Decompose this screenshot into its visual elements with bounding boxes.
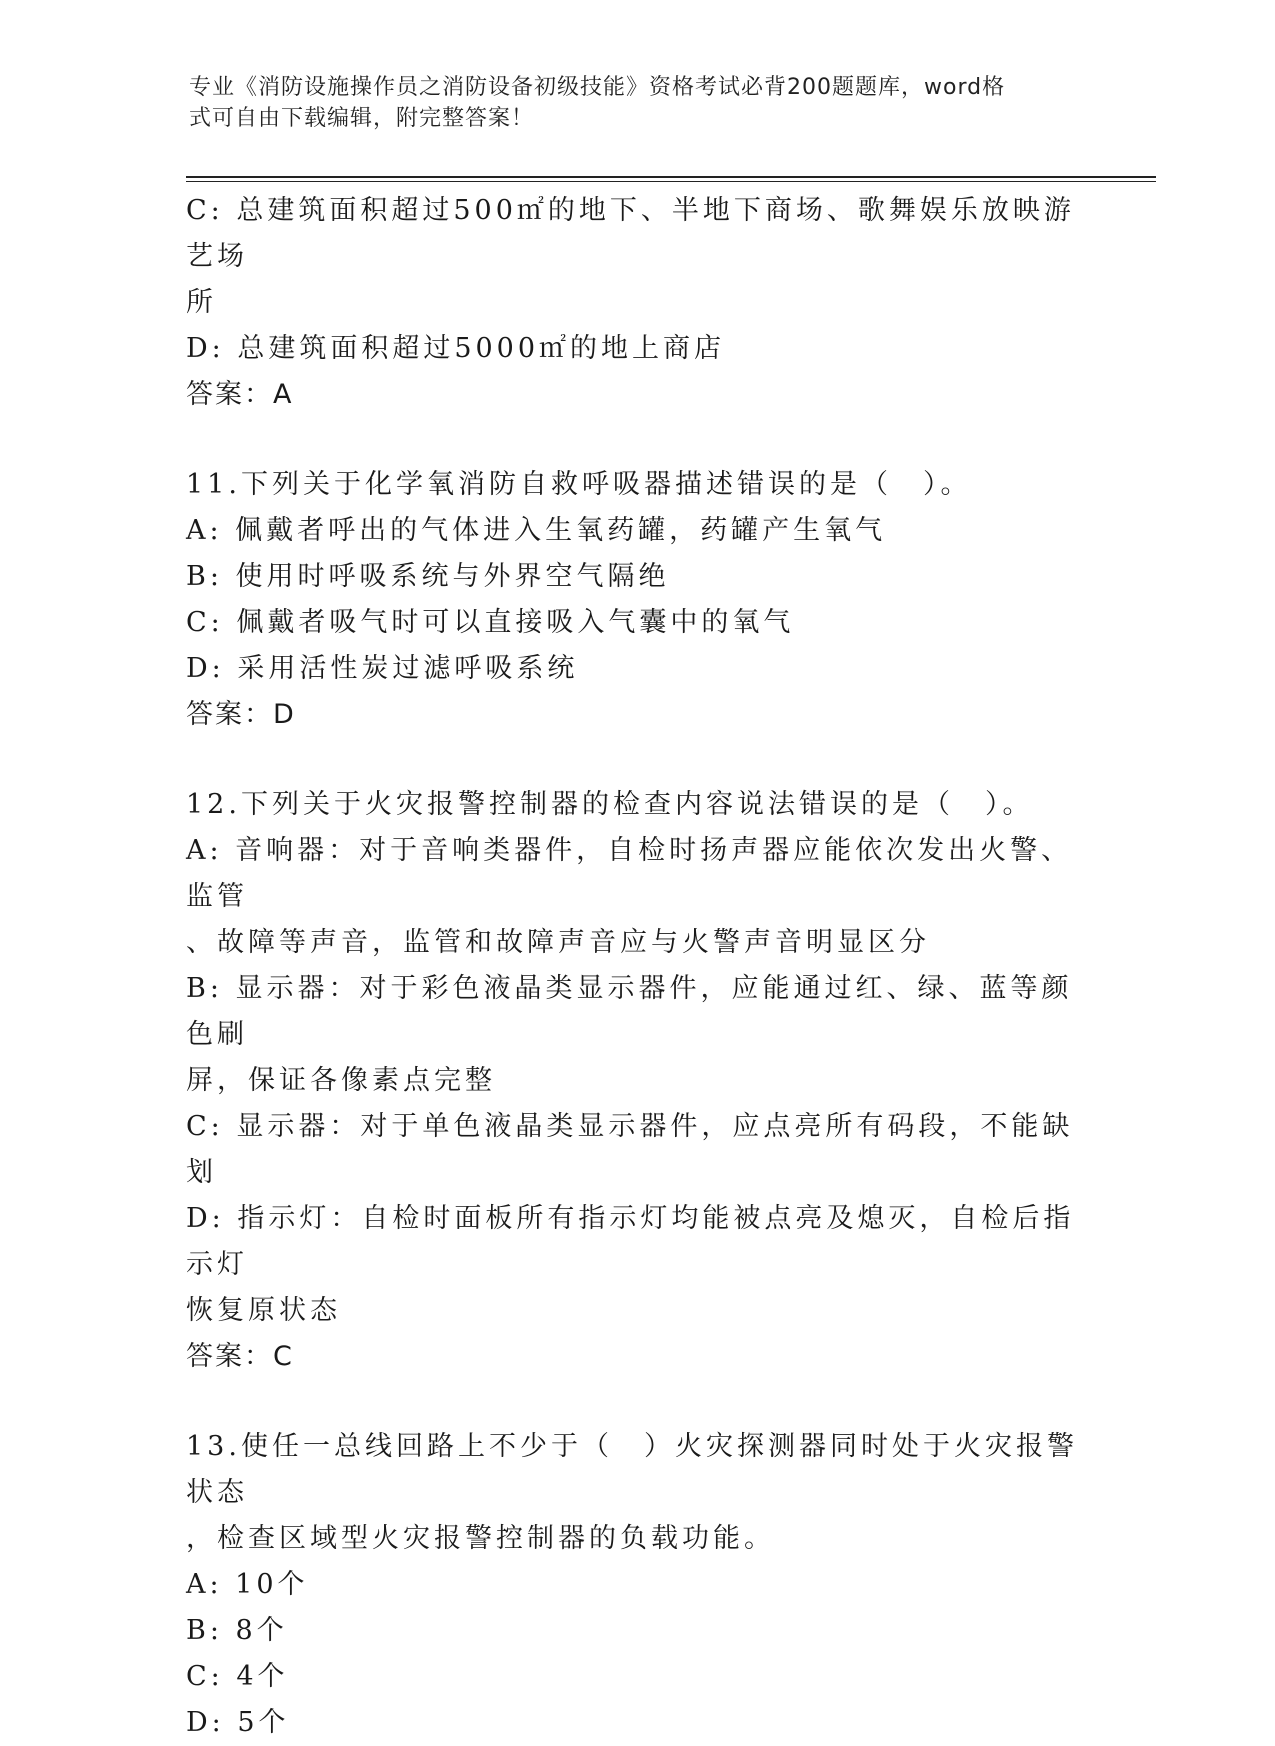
- question-12: [186, 782, 1086, 1380]
- question-13: [186, 1424, 1086, 1746]
- answer: 答案：D: [186, 699, 296, 730]
- page-header: [189, 72, 1069, 134]
- spacer: [186, 738, 1086, 782]
- prev-question: [186, 188, 1086, 418]
- option-b: B: 8个: [186, 1615, 288, 1646]
- option-b-continued: 屏，保证各像素点完整: [186, 1065, 496, 1096]
- option-a: A: 佩戴者呼出的气体进入生氧药罐，药罐产生氧气: [186, 515, 887, 546]
- option-a-continued: 、故障等声音，监管和故障声音应与火警声音明显区分: [186, 927, 930, 958]
- question-text: 12.下列关于火灾报警控制器的检查内容说法错误的是（ ）。: [186, 789, 1034, 820]
- header-line-2: 式可自由下载编辑，附完整答案！: [189, 106, 535, 131]
- option-c: C: 佩戴者吸气时可以直接吸入气囊中的氧气: [186, 607, 795, 638]
- header-divider: [186, 176, 1156, 178]
- option-d: D: 指示灯：自检时面板所有指示灯均能被点亮及熄灭，自检后指示灯: [186, 1203, 1075, 1280]
- answer: 答案：A: [186, 379, 294, 410]
- option-c: C: 4个: [186, 1661, 289, 1692]
- question-list: [186, 188, 1086, 1746]
- header-line-1: 专业《消防设施操作员之消防设备初级技能》资格考试必背200题题库，word格: [189, 75, 1006, 100]
- option-c-continued: 所: [186, 287, 217, 318]
- spacer: [186, 1380, 1086, 1424]
- option-d-continued: 恢复原状态: [186, 1295, 341, 1326]
- option-c: C: 显示器：对于单色液晶类显示器件，应点亮所有码段，不能缺划: [186, 1111, 1074, 1188]
- spacer: [186, 418, 1086, 462]
- option-b: B: 使用时呼吸系统与外界空气隔绝: [186, 561, 670, 592]
- option-a: A: 音响器：对于音响类器件，自检时扬声器应能依次发出火警、监管: [186, 835, 1073, 912]
- option-a: A: 10个: [186, 1569, 309, 1600]
- option-c: C: 总建筑面积超过500㎡的地下、半地下商场、歌舞娱乐放映游艺场: [186, 195, 1075, 272]
- question-11: [186, 462, 1086, 738]
- option-b: B: 显示器：对于彩色液晶类显示器件，应能通过红、绿、蓝等颜色刷: [186, 973, 1073, 1050]
- option-d: D: 采用活性炭过滤呼吸系统: [186, 653, 579, 684]
- question-text: 11.下列关于化学氧消防自救呼吸器描述错误的是（ ）。: [186, 469, 972, 500]
- answer: 答案：C: [186, 1341, 294, 1372]
- question-text: 13.使任一总线回路上不少于（ ）火灾探测器同时处于火灾报警状态: [186, 1431, 1078, 1508]
- header-divider-thin: [186, 181, 1156, 182]
- option-d: D: 5个: [186, 1707, 290, 1738]
- option-d: D: 总建筑面积超过5000㎡的地上商店: [186, 333, 726, 364]
- question-text-continued: ，检查区域型火灾报警控制器的负载功能。: [186, 1523, 775, 1554]
